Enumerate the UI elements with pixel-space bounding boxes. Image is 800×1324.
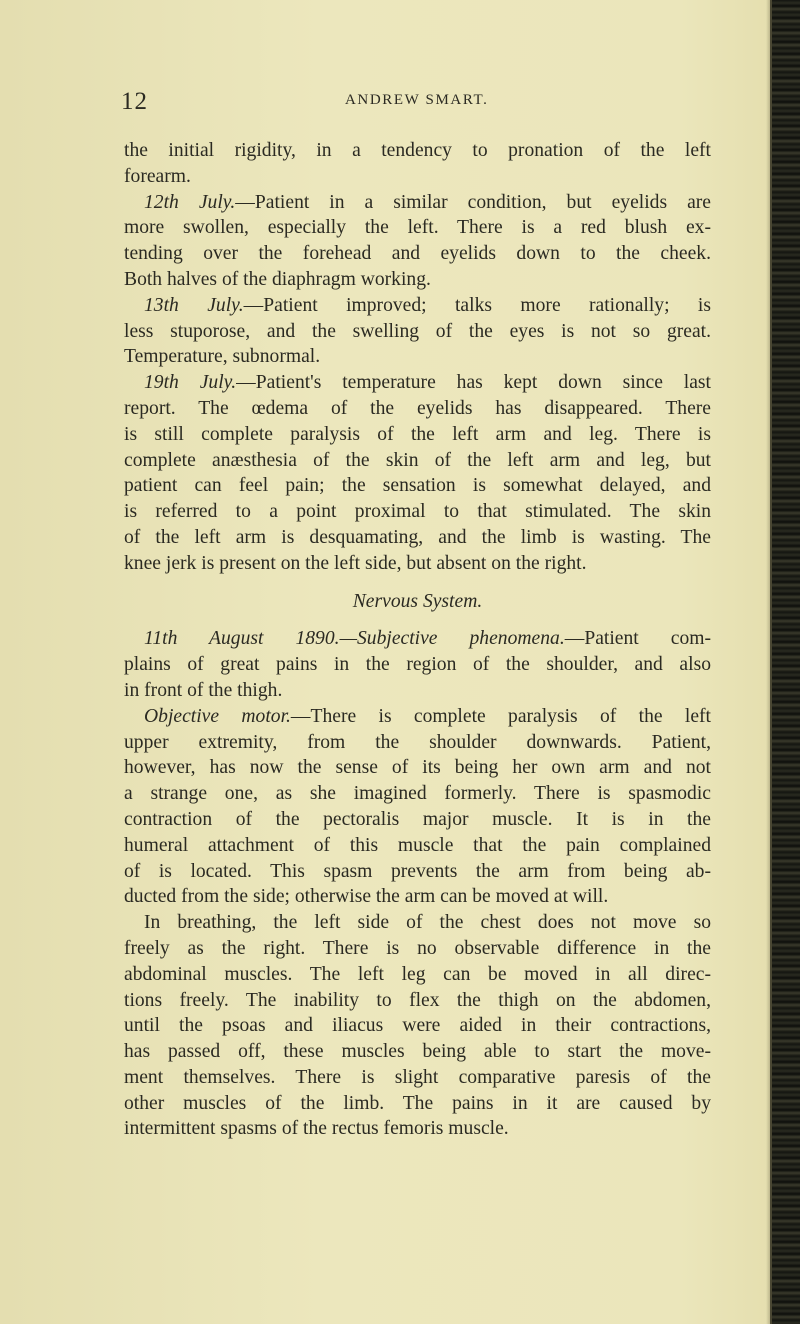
text-line: —Patient's temperature has kept down since last [236,372,712,394]
page-header [121,88,681,118]
objective-motor-entry [124,704,711,730]
text-line: Temperature, subnormal. [124,346,321,368]
entry-11-august [124,626,711,652]
text-line: of is located. This spasm prevents the arm from being ab- [124,860,711,882]
text-line: other muscles of the limb. The pains in it are caused by [124,1092,711,1114]
text-line: intermittent spasms of the rectus femoris muscle. [124,1118,509,1140]
page-number: 12 [121,88,148,115]
text-line: —Patient improved; talks more rationally; is [243,294,711,316]
text-line: abdominal muscles. The left leg can be moved in all direc- [124,963,711,985]
text-line: upper extremity, from the shoulder downwards. Patient, [124,731,711,753]
text-line: —Patient in a similar condition, but eyelids are [235,191,712,213]
entry-19-july [124,370,711,396]
text-line: however, has now the sense of its being her own arm and not [124,757,711,779]
body-text [124,138,711,1142]
text-line: has passed off, these muscles being able to start the move- [124,1041,711,1063]
entry-date: 11th August 1890. [144,628,340,650]
entry-12-july [124,190,711,216]
text-line: ment themselves. There is slight comparative paresis of the [124,1066,711,1088]
text-line: Both halves of the diaphragm working. [124,268,431,290]
text-line: is referred to a point proximal to that stimulated. The skin [124,501,711,523]
objective-label: Objective motor. [144,705,291,727]
text-line: is still complete paralysis of the left arm and leg. There is [124,423,711,445]
text-line: plains of great pains in the region of the shoulder, and also [124,654,711,676]
entry-13-july [124,293,711,319]
text-line: the initial rigidity, in a tendency to pronation of the left [124,140,711,161]
text-line: forearm. [124,165,191,187]
entry-date: 12th July. [144,191,236,213]
text-line: freely as the right. There is no observable difference in the [124,937,711,959]
entry-date: 19th July. [144,372,237,394]
text-line: contraction of the pectoralis major muscle. It is in the [124,808,711,830]
text-line: more swollen, especially the left. There is a red blush ex- [124,217,711,239]
text-line: report. The œdema of the eyelids has disappeared. There [124,397,711,419]
text-line: knee jerk is present on the left side, but absent on the right. [124,552,587,574]
subjective-label: —Subjective phenomena. [339,628,565,650]
section-heading: Nervous System. [352,590,483,612]
text-line: tending over the forehead and eyelids down to the cheek. [124,243,711,265]
text-line: ducted from the side; otherwise the arm can be moved at will. [124,886,609,908]
text-line: tions freely. The inability to flex the thigh on the abdomen, [124,989,711,1011]
text-line: —Patient com- [564,628,712,650]
entry-date: 13th July. [144,294,244,316]
text-line: patient can feel pain; the sensation is somewhat delayed, and [124,475,711,497]
text-line: until the psoas and iliacus were aided in their contractions, [124,1015,711,1037]
text-line: complete anæsthesia of the skin of the left arm and leg, but [124,449,711,471]
running-head: ANDREW SMART. [345,92,489,108]
text-line: less stuporose, and the swelling of the eyes is not so great. [124,320,711,342]
text-line: in front of the thigh. [124,679,283,701]
text-line: a strange one, as she imagined formerly. There is spasmodic [124,783,711,805]
text-line: of the left arm is desquamating, and the limb is wasting. The [124,526,711,548]
text-line: humeral attachment of this muscle that the pain complained [124,834,711,856]
text-line: —There is complete paralysis of the left [290,705,711,727]
text-line: In breathing, the left side of the chest does not move so [144,912,711,934]
book-spine [770,0,800,1324]
